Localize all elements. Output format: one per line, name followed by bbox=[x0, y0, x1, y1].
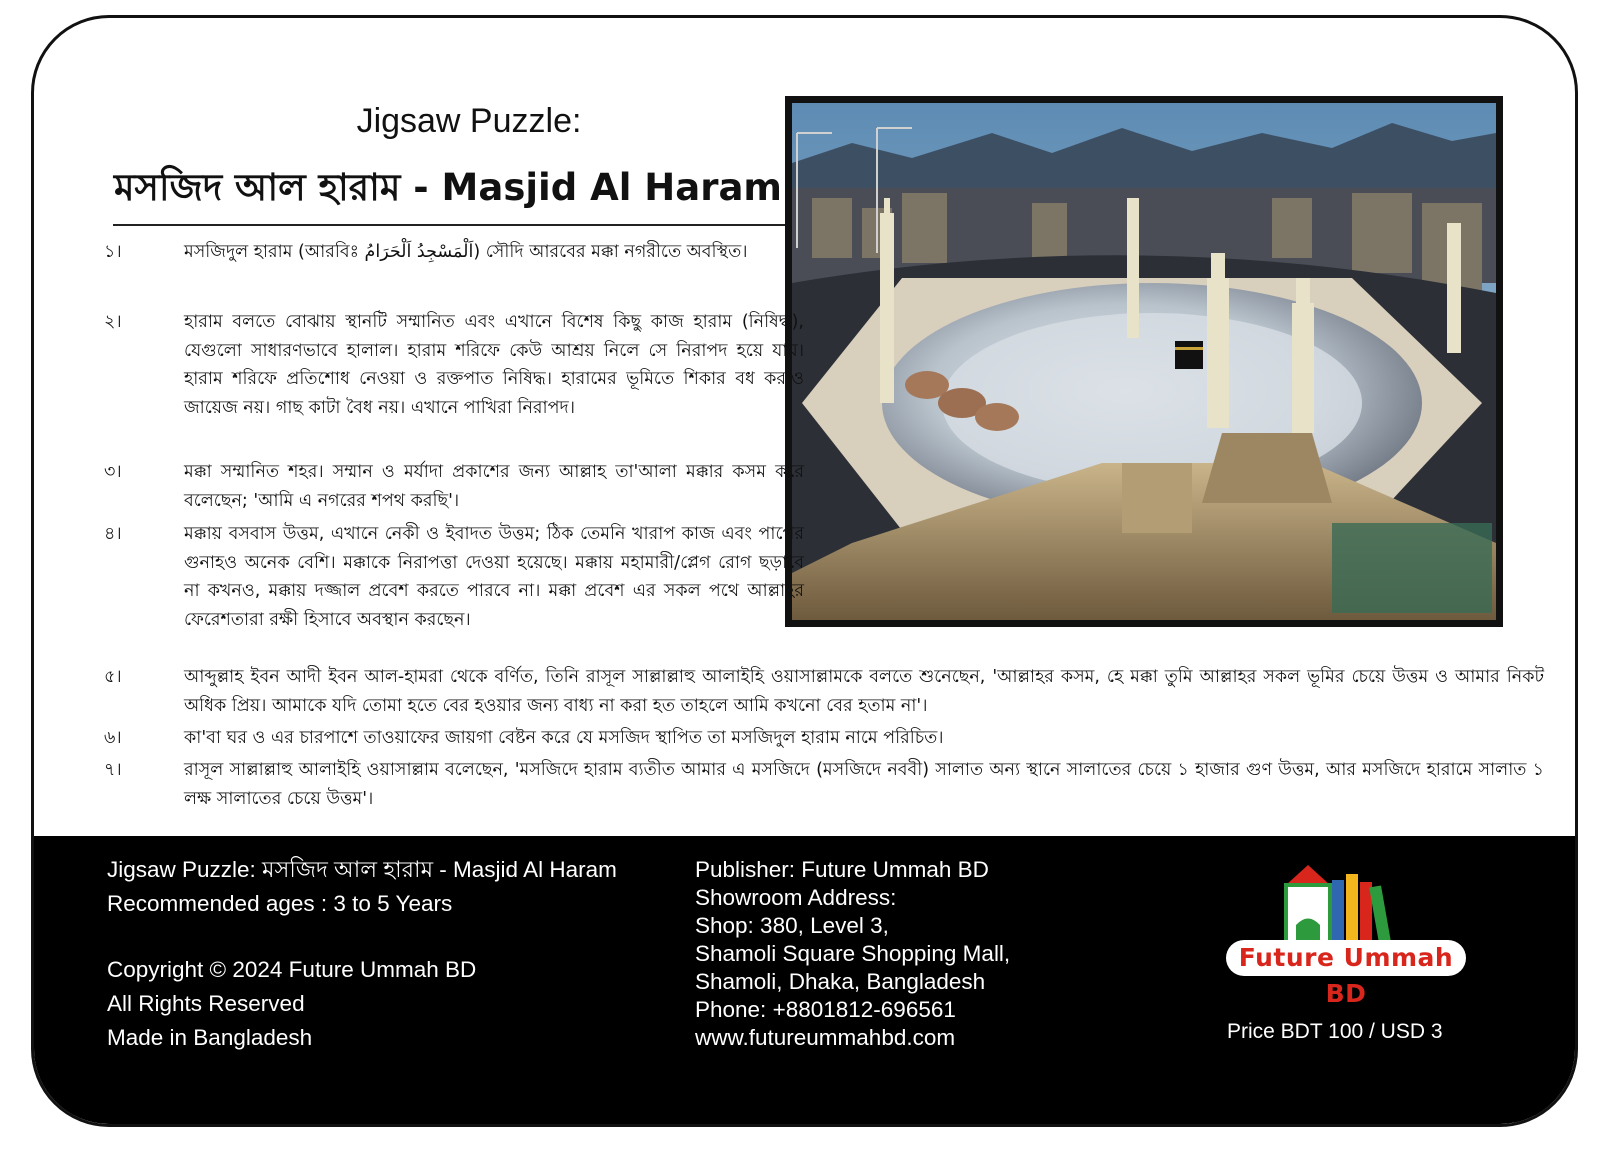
list-item-text: মক্কা সম্মানিত শহর। সম্মান ও মর্যাদা প্রকাশের জন্য আল্লাহ তা'আলা মক্কার কসম করে বলেছেন; 'আমি এ নগরের শপথ করছি'। bbox=[184, 462, 804, 511]
list-item-text: আব্দুল্লাহ ইবন আদী ইবন আল-হামরা থেকে বর্ণিত, তিনি রাসূল সাল্লাল্লাহু আলাইহি ওয়াসাল্লামকে বলতে শুনেছেন, 'আল্লাহর কসম, হে মক্কা তুমি আল্লাহর সকল ভূমির চেয়ে উত্তম ও আমার নিকট অধিক প্রিয়। আমাকে যদি তোমা হতে বের হওয়ার জন্য বাধ্য না করা হত তাহলে আমি কখনো বের হতাম না'। bbox=[184, 667, 1544, 716]
list-item-text: কা'বা ঘর ও এর চারপাশে তাওয়াফের জায়গা বেষ্টন করে যে মসজিদ স্থাপিত তা মসজিদুল হারাম নামে পরিচিত। bbox=[184, 728, 944, 748]
list-item-text: মসজিদুল হারাম (আরবিঃ اَلْمَسْجِدُ اَلْحَرَامُ) সৌদি আরবের মক্কা নগরীতে অবস্থিত। bbox=[184, 242, 748, 262]
footer-mall-address: Shamoli Square Shopping Mall, bbox=[695, 941, 1011, 966]
list-item-number: ৭। bbox=[104, 760, 122, 780]
puzzle-back-card bbox=[31, 15, 1578, 1127]
list-item-number: ১। bbox=[104, 242, 122, 262]
footer-copyright: Copyright © 2024 Future Ummah BD bbox=[107, 957, 477, 982]
footer-publisher: Publisher: Future Ummah BD bbox=[695, 857, 989, 882]
page-title: মসজিদ আল হারাম - Masjid Al Haram bbox=[114, 166, 782, 209]
list-item-number: ৫। bbox=[104, 667, 122, 687]
masjid-photo-illustration bbox=[792, 103, 1496, 620]
footer-website-link[interactable]: www.futureummahbd.com bbox=[695, 1025, 956, 1050]
logo-wordmark: Future Ummah BD bbox=[1226, 940, 1466, 976]
footer-phone[interactable]: Phone: +8801812-696561 bbox=[695, 997, 956, 1022]
footer-band bbox=[34, 836, 1575, 1124]
list-item-text: মক্কায় বসবাস উত্তম, এখানে নেকী ও ইবাদত উত্তম; ঠিক তেমনি খারাপ কাজ এবং পাপের গুনাহও অনেক বেশি। মক্কাকে নিরাপত্তা দেওয়া হয়েছে। মক্কায় মহামারী/প্লেগ রোগ ছড়াবে না কখনও, মক্কায় দজ্জাল প্রবেশ করতে পারবে না। মক্কা প্রবেশ এর সকল পথে আল্লাহর ফেরেশতারা রক্ষী হিসাবে অবস্থান করছেন। bbox=[184, 524, 804, 630]
list-item bbox=[104, 520, 804, 634]
list-item-number: ৩। bbox=[104, 462, 122, 482]
footer-rights: All Rights Reserved bbox=[107, 991, 305, 1016]
footer-made-in: Made in Bangladesh bbox=[107, 1025, 313, 1050]
masjid-photo bbox=[785, 96, 1503, 627]
title-divider bbox=[113, 224, 785, 226]
footer-shop-address: Shop: 380, Level 3, bbox=[695, 913, 889, 938]
list-item bbox=[104, 724, 1544, 753]
list-item bbox=[104, 663, 1544, 720]
footer-city-address: Shamoli, Dhaka, Bangladesh bbox=[695, 969, 986, 994]
list-item bbox=[104, 308, 804, 422]
list-item-number: ২। bbox=[104, 312, 122, 332]
list-item bbox=[104, 458, 804, 515]
price-label: Price BDT 100 / USD 3 bbox=[1227, 1020, 1443, 1043]
list-item-text: রাসূল সাল্লাল্লাহু আলাইহি ওয়াসাল্লাম বলেছেন, 'মসজিদে হারাম ব্যতীত আমার এ মসজিদে (মসজিদে নববী) সালাত অন্য স্থানে সালাতের চেয়ে ১ হাজার গুণ উত্তম, আর মসজিদে হারামে সালাত ১ লক্ষ সালাতের চেয়ে উত্তম'। bbox=[184, 760, 1544, 809]
footer-product-name: Jigsaw Puzzle: মসজিদ আল হারাম - Masjid Al Haram bbox=[107, 857, 617, 882]
list-item bbox=[104, 756, 1544, 813]
list-item bbox=[104, 238, 804, 267]
list-item-number: ৬। bbox=[104, 728, 122, 748]
list-item-text: হারাম বলতে বোঝায় স্থানটি সম্মানিত এবং এখানে বিশেষ কিছু কাজ হারাম (নিষিদ্ধ), যেগুলো সাধারণভাবে হালাল। হারাম শরিফে কেউ আশ্রয় নিলে সে নিরাপদ হয়ে যায়। হারাম শরিফে প্রতিশোধ নেওয়া ও রক্তপাত নিষিদ্ধ। হারামের ভূমিতে শিকার বধ করাও জায়েজ নয়। গাছ কাটা বৈধ নয়। এখানে পাখিরা নিরাপদ। bbox=[184, 312, 804, 418]
page-subtitle: Jigsaw Puzzle: bbox=[356, 102, 582, 140]
footer-showroom-label: Showroom Address: bbox=[695, 885, 897, 910]
footer-recommended-ages: Recommended ages : 3 to 5 Years bbox=[107, 891, 453, 916]
list-item-number: ৪। bbox=[104, 524, 122, 544]
